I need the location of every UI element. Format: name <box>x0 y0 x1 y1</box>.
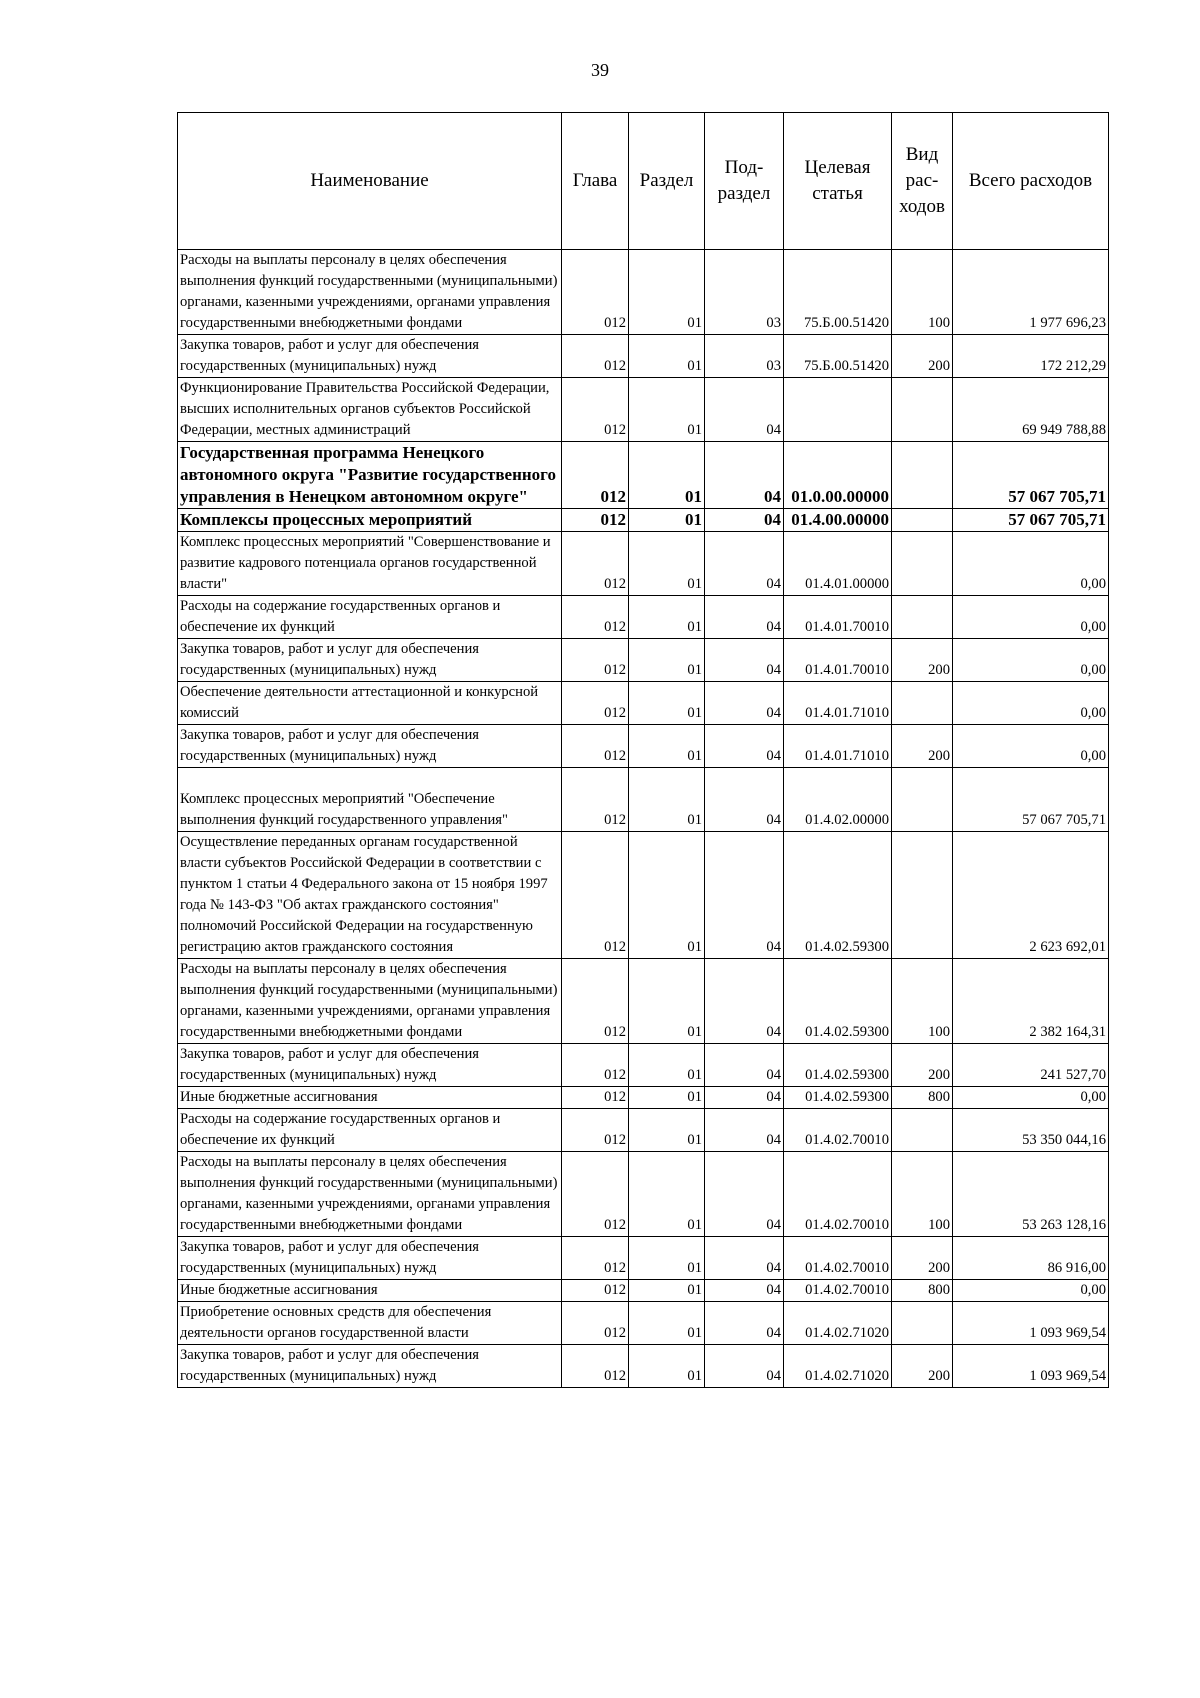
row-name: Функционирование Правительства Российской Федерации, высших исполнительных органов субъектов Российской Федерации, местных администраций <box>178 378 562 442</box>
row-glava: 012 <box>562 1087 629 1109</box>
row-total: 69 949 788,88 <box>953 378 1109 442</box>
row-glava: 012 <box>562 832 629 959</box>
table-row <box>178 1044 1109 1087</box>
row-razdel: 01 <box>629 639 705 682</box>
header-razdel: Раздел <box>629 113 705 250</box>
row-razdel: 01 <box>629 1087 705 1109</box>
row-glava: 012 <box>562 442 629 509</box>
row-name: Иные бюджетные ассигнования <box>178 1280 562 1302</box>
row-vid <box>892 768 953 832</box>
row-podrazdel: 04 <box>705 639 784 682</box>
row-glava: 012 <box>562 682 629 725</box>
row-total: 1 977 696,23 <box>953 250 1109 335</box>
row-vid: 200 <box>892 1044 953 1087</box>
row-podrazdel: 04 <box>705 532 784 596</box>
row-vid: 100 <box>892 250 953 335</box>
table-row <box>178 1152 1109 1237</box>
table-row <box>178 596 1109 639</box>
table-row <box>178 378 1109 442</box>
row-celevaya: 01.4.02.59300 <box>784 832 892 959</box>
row-total: 241 527,70 <box>953 1044 1109 1087</box>
row-razdel: 01 <box>629 596 705 639</box>
row-vid: 100 <box>892 1152 953 1237</box>
row-total: 86 916,00 <box>953 1237 1109 1280</box>
row-vid <box>892 509 953 532</box>
row-vid: 200 <box>892 1345 953 1388</box>
row-glava: 012 <box>562 509 629 532</box>
row-podrazdel: 04 <box>705 509 784 532</box>
row-celevaya <box>784 378 892 442</box>
table-row <box>178 335 1109 378</box>
page-number: 39 <box>591 60 609 80</box>
row-vid <box>892 442 953 509</box>
table-row <box>178 1280 1109 1302</box>
row-podrazdel: 03 <box>705 335 784 378</box>
table-row <box>178 768 1109 832</box>
header-celevaya: Целевая статья <box>784 113 892 250</box>
row-razdel: 01 <box>629 832 705 959</box>
row-name: Закупка товаров, работ и услуг для обеспечения государственных (муниципальных) нужд <box>178 725 562 768</box>
header-name: Наименование <box>178 113 562 250</box>
row-razdel: 01 <box>629 509 705 532</box>
row-razdel: 01 <box>629 682 705 725</box>
row-podrazdel: 04 <box>705 832 784 959</box>
row-total: 57 067 705,71 <box>953 509 1109 532</box>
row-total: 57 067 705,71 <box>953 442 1109 509</box>
row-razdel: 01 <box>629 959 705 1044</box>
table-header-row <box>178 113 1109 250</box>
row-razdel: 01 <box>629 335 705 378</box>
row-vid <box>892 1109 953 1152</box>
header-glava: Глава <box>562 113 629 250</box>
row-name: Комплекс процессных мероприятий "Обеспечение выполнения функций государственного управления" <box>178 768 562 832</box>
row-total: 0,00 <box>953 596 1109 639</box>
row-total: 2 623 692,01 <box>953 832 1109 959</box>
table-row <box>178 250 1109 335</box>
row-razdel: 01 <box>629 1237 705 1280</box>
table-row <box>178 1087 1109 1109</box>
row-vid: 200 <box>892 335 953 378</box>
row-glava: 012 <box>562 596 629 639</box>
row-total: 0,00 <box>953 682 1109 725</box>
row-name: Закупка товаров, работ и услуг для обеспечения государственных (муниципальных) нужд <box>178 1345 562 1388</box>
row-razdel: 01 <box>629 1280 705 1302</box>
row-razdel: 01 <box>629 725 705 768</box>
table-row <box>178 509 1109 532</box>
row-vid <box>892 682 953 725</box>
row-glava: 012 <box>562 639 629 682</box>
row-total: 53 350 044,16 <box>953 1109 1109 1152</box>
table-row <box>178 1345 1109 1388</box>
row-glava: 012 <box>562 959 629 1044</box>
row-name: Комплекс процессных мероприятий "Совершенствование и развитие кадрового потенциала органов государственной власти" <box>178 532 562 596</box>
row-glava: 012 <box>562 532 629 596</box>
row-glava: 012 <box>562 1109 629 1152</box>
budget-table <box>177 112 1109 1388</box>
row-razdel: 01 <box>629 1109 705 1152</box>
row-name: Расходы на выплаты персоналу в целях обеспечения выполнения функций государственными (муниципальными) органами, казенными учреждениями, органами управления государственными внебюджетными фондами <box>178 959 562 1044</box>
row-podrazdel: 04 <box>705 1280 784 1302</box>
row-glava: 012 <box>562 378 629 442</box>
row-name: Закупка товаров, работ и услуг для обеспечения государственных (муниципальных) нужд <box>178 1237 562 1280</box>
row-glava: 012 <box>562 1152 629 1237</box>
row-glava: 012 <box>562 250 629 335</box>
row-glava: 012 <box>562 1345 629 1388</box>
row-vid <box>892 532 953 596</box>
row-celevaya: 01.4.02.59300 <box>784 1044 892 1087</box>
row-celevaya: 01.4.02.00000 <box>784 768 892 832</box>
row-razdel: 01 <box>629 768 705 832</box>
row-podrazdel: 03 <box>705 250 784 335</box>
row-celevaya: 01.4.01.71010 <box>784 682 892 725</box>
row-celevaya: 01.4.02.71020 <box>784 1345 892 1388</box>
row-total: 0,00 <box>953 1280 1109 1302</box>
row-razdel: 01 <box>629 442 705 509</box>
row-vid <box>892 1302 953 1345</box>
row-podrazdel: 04 <box>705 1345 784 1388</box>
header-total: Всего расходов <box>953 113 1109 250</box>
row-total: 1 093 969,54 <box>953 1302 1109 1345</box>
row-name: Закупка товаров, работ и услуг для обеспечения государственных (муниципальных) нужд <box>178 1044 562 1087</box>
row-razdel: 01 <box>629 1345 705 1388</box>
row-name: Закупка товаров, работ и услуг для обеспечения государственных (муниципальных) нужд <box>178 639 562 682</box>
row-razdel: 01 <box>629 378 705 442</box>
row-razdel: 01 <box>629 1044 705 1087</box>
row-total: 53 263 128,16 <box>953 1152 1109 1237</box>
table-row <box>178 1302 1109 1345</box>
row-total: 0,00 <box>953 532 1109 596</box>
row-vid: 100 <box>892 959 953 1044</box>
row-glava: 012 <box>562 725 629 768</box>
row-total: 57 067 705,71 <box>953 768 1109 832</box>
row-name: Комплексы процессных мероприятий <box>178 509 562 532</box>
row-celevaya: 01.4.01.71010 <box>784 725 892 768</box>
row-vid: 200 <box>892 639 953 682</box>
row-total: 2 382 164,31 <box>953 959 1109 1044</box>
row-podrazdel: 04 <box>705 1087 784 1109</box>
row-podrazdel: 04 <box>705 596 784 639</box>
row-total: 0,00 <box>953 639 1109 682</box>
row-name: Расходы на содержание государственных органов и обеспечение их функций <box>178 596 562 639</box>
row-name: Приобретение основных средств для обеспечения деятельности органов государственной власти <box>178 1302 562 1345</box>
row-podrazdel: 04 <box>705 768 784 832</box>
row-celevaya: 01.4.02.70010 <box>784 1280 892 1302</box>
row-vid <box>892 596 953 639</box>
row-razdel: 01 <box>629 532 705 596</box>
table-row <box>178 639 1109 682</box>
row-podrazdel: 04 <box>705 1109 784 1152</box>
row-celevaya: 75.Б.00.51420 <box>784 335 892 378</box>
row-celevaya: 01.4.01.00000 <box>784 532 892 596</box>
row-total: 0,00 <box>953 1087 1109 1109</box>
row-name: Осуществление переданных органам государственной власти субъектов Российской Федерации в соответствии с пунктом 1 статьи 4 Федерального закона от 15 ноября 1997 года № 143-ФЗ "Об актах гражданского состояния" полномочий Российской Федерации на государственную регистрацию актов гражданского состояния <box>178 832 562 959</box>
table-row <box>178 959 1109 1044</box>
row-celevaya: 01.4.01.70010 <box>784 596 892 639</box>
table-row <box>178 682 1109 725</box>
row-vid <box>892 832 953 959</box>
row-celevaya: 01.4.01.70010 <box>784 639 892 682</box>
header-podrazdel: Под-раздел <box>705 113 784 250</box>
row-vid: 200 <box>892 1237 953 1280</box>
row-name: Обеспечение деятельности аттестационной и конкурсной комиссий <box>178 682 562 725</box>
header-vid: Вид рас-ходов <box>892 113 953 250</box>
row-total: 0,00 <box>953 725 1109 768</box>
table-row <box>178 532 1109 596</box>
row-podrazdel: 04 <box>705 1152 784 1237</box>
row-podrazdel: 04 <box>705 682 784 725</box>
row-podrazdel: 04 <box>705 1044 784 1087</box>
row-vid: 200 <box>892 725 953 768</box>
row-vid <box>892 378 953 442</box>
row-razdel: 01 <box>629 250 705 335</box>
table-row <box>178 1109 1109 1152</box>
row-glava: 012 <box>562 1044 629 1087</box>
row-celevaya: 01.4.02.59300 <box>784 959 892 1044</box>
row-celevaya: 01.0.00.00000 <box>784 442 892 509</box>
row-vid: 800 <box>892 1087 953 1109</box>
row-podrazdel: 04 <box>705 442 784 509</box>
row-celevaya: 01.4.02.70010 <box>784 1237 892 1280</box>
row-name: Расходы на содержание государственных органов и обеспечение их функций <box>178 1109 562 1152</box>
row-celevaya: 01.4.02.71020 <box>784 1302 892 1345</box>
table-row <box>178 832 1109 959</box>
row-glava: 012 <box>562 335 629 378</box>
row-celevaya: 01.4.02.70010 <box>784 1109 892 1152</box>
table-row <box>178 1237 1109 1280</box>
row-podrazdel: 04 <box>705 1302 784 1345</box>
row-celevaya: 01.4.02.59300 <box>784 1087 892 1109</box>
row-glava: 012 <box>562 1302 629 1345</box>
row-razdel: 01 <box>629 1302 705 1345</box>
row-glava: 012 <box>562 1280 629 1302</box>
row-podrazdel: 04 <box>705 725 784 768</box>
row-name: Закупка товаров, работ и услуг для обеспечения государственных (муниципальных) нужд <box>178 335 562 378</box>
row-podrazdel: 04 <box>705 1237 784 1280</box>
row-total: 172 212,29 <box>953 335 1109 378</box>
row-vid: 800 <box>892 1280 953 1302</box>
row-total: 1 093 969,54 <box>953 1345 1109 1388</box>
table-row <box>178 442 1109 509</box>
row-razdel: 01 <box>629 1152 705 1237</box>
row-name: Расходы на выплаты персоналу в целях обеспечения выполнения функций государственными (муниципальными) органами, казенными учреждениями, органами управления государственными внебюджетными фондами <box>178 250 562 335</box>
row-name: Государственная программа Ненецкого автономного округа "Развитие государственного управления в Ненецком автономном округе" <box>178 442 562 509</box>
row-glava: 012 <box>562 1237 629 1280</box>
row-celevaya: 01.4.02.70010 <box>784 1152 892 1237</box>
row-podrazdel: 04 <box>705 378 784 442</box>
row-name: Иные бюджетные ассигнования <box>178 1087 562 1109</box>
row-celevaya: 75.Б.00.51420 <box>784 250 892 335</box>
row-podrazdel: 04 <box>705 959 784 1044</box>
row-name: Расходы на выплаты персоналу в целях обеспечения выполнения функций государственными (муниципальными) органами, казенными учреждениями, органами управления государственными внебюджетными фондами <box>178 1152 562 1237</box>
row-celevaya: 01.4.00.00000 <box>784 509 892 532</box>
row-glava: 012 <box>562 768 629 832</box>
table-row <box>178 725 1109 768</box>
